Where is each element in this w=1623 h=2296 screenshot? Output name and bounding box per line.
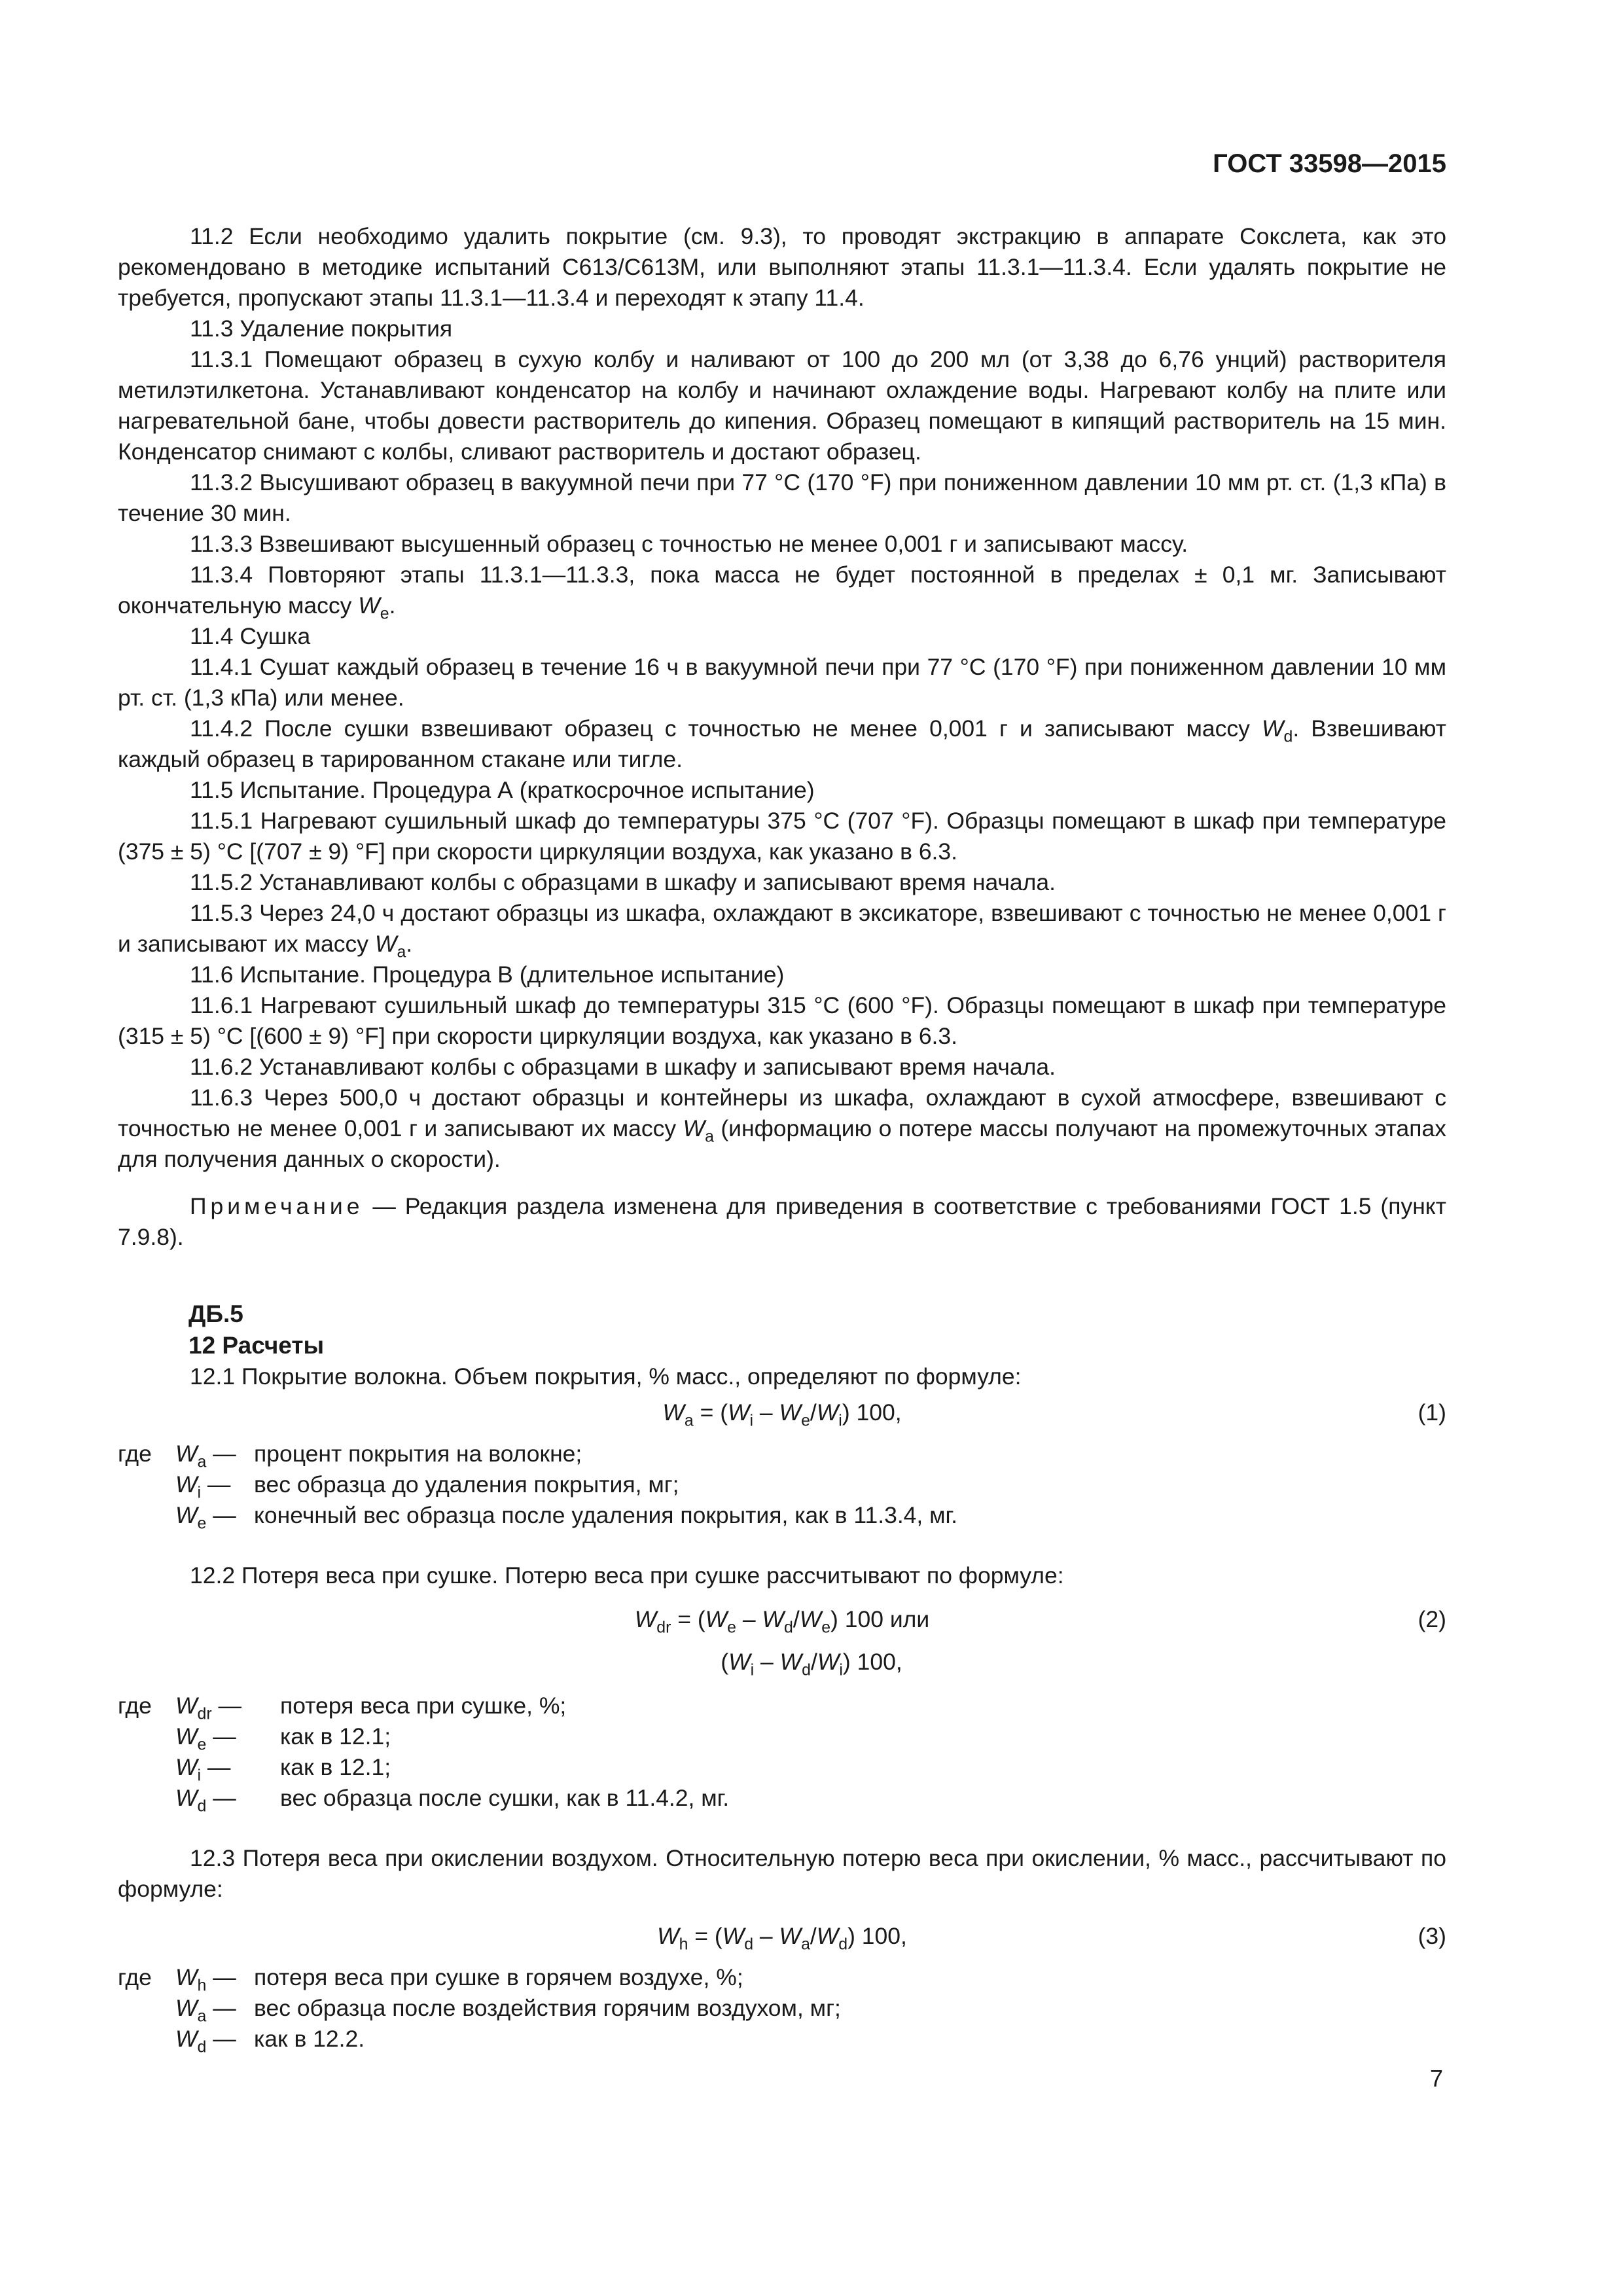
definition-row: где $W_{dr}$ — потеря веса при сушке, %; [118,1693,567,1723]
definitions-1 [118,1439,1446,1531]
paragraph-12-3: 12.3 Потеря веса при окислении воздухом. Относительную потерю веса при окислении, % масс., рассчитывают по формуле: [118,1845,1446,1902]
definition-row: $W_i$ — как в 12.1; [175,1754,391,1785]
formula-3-number: (3) [1418,1923,1446,1949]
section-code: ДБ.5 [188,1300,243,1327]
formula-3 [118,1921,1446,1952]
paragraph-11-3-2: 11.3.2 Высушивают образец в вакуумной печи при 77 °С (170 °F) при пониженном давлении 10 мм рт. ст. (1,3 кПа) в течение 30 мин. [118,469,1446,526]
formula-2-line-2 [118,1647,1446,1677]
formula-3-expression: $W_h = (W_d - W_a/W_d)$ 100, [657,1923,907,1954]
formula-1-number: (1) [1418,1399,1446,1426]
paragraph-11-5-2: 11.5.2 Устанавливают колбы с образцами в шкафу и записывают время начала. [190,869,1056,895]
definition-row: $W_e$ — конечный вес образца после удаления покрытия, как в 11.3.4, мг. [175,1502,958,1533]
paragraph-11-6-1: 11.6.1 Нагревают сушильный шкаф до температуры 315 °С (600 °F). Образцы помещают в шкаф при температуре (315 ± 5) °С [(600 ± 9) °F] при скорости циркуляции воздуха, как указано в 6.3. [118,992,1446,1049]
paragraph-11-6-3: 11.6.3 Через 500,0 ч достают образцы и контейнеры из шкафа, охлаждают в сухой атмосфере, взвешивают с точностью не менее 0,001 г и записывают их массу $W_a$ (информацию о потере массы получают на промежуточных этапах для получения данных о скорости). [118,1085,1446,1172]
section-title: 12 Расчеты [188,1332,325,1359]
formula-2-line-1 [118,1604,1446,1635]
definitions-2 [118,1691,1446,1814]
paragraph-11-4: 11.4 Сушка [190,623,311,649]
paragraph-11-4-2: 11.4.2 После сушки взвешивают образец с точностью не менее 0,001 г и записывают массу $W_d$. Взвешивают каждый образец в тарированном стакане или тигле. [118,715,1446,772]
definition-row: $W_d$ — как в 12.2. [175,2026,365,2056]
paragraph-12-1: 12.1 Покрытие волокна. Объем покрытия, % масс., определяют по формуле: [190,1363,1022,1390]
paragraph-11-3: 11.3 Удаление покрытия [190,315,453,342]
page-number: 7 [1429,2065,1443,2092]
definition-row: $W_i$ — вес образца до удаления покрытия, мг; [175,1471,679,1502]
formula-2-number: (2) [1418,1606,1446,1632]
definitions-3 [118,1962,1446,2054]
paragraph-11-5-1: 11.5.1 Нагревают сушильный шкаф до температуры 375 °С (707 °F). Образцы помещают в шкаф при температуре (375 ± 5) °С [(707 ± 9) °F] при скорости циркуляции воздуха, как указано в 6.3. [118,808,1446,865]
paragraph-11-3-4: 11.3.4 Повторяют этапы 11.3.1—11.3.3, пока масса не будет постоянной в пределах ± 0,1 мг. Записывают окончательную массу $W_e$. [118,562,1446,623]
paragraph-11-3-1: 11.3.1 Помещают образец в сухую колбу и наливают от 100 до 200 мл (от 3,38 до 6,76 унций) растворителя метилэтилкетона. Устанавливают конденсатор на колбу и начинают охлаждение воды. Нагревают колбу на плите или нагревательной бане, чтобы довести растворитель до кипения. Образец помещают в кипящий растворитель на 15 мин. Конденсатор снимают с колбы, сливают растворитель и достают образец. [118,346,1446,465]
formula-2-expression-2: $(W_i - W_d/W_i)$ 100, [721,1649,902,1679]
paragraph-11-5: 11.5 Испытание. Процедура А (краткосрочное испытание) [190,777,815,803]
paragraph-11-6: 11.6 Испытание. Процедура В (длительное испытание) [190,961,785,988]
paragraph-12-2: 12.2 Потеря веса при сушке. Потерю веса при сушке рассчитывают по формуле: [190,1562,1064,1588]
note: Примечание — Редакция раздела изменена для приведения в соответствие с требованиями ГОСТ 1.5 (пункт 7.9.8). [118,1193,1446,1250]
definition-row: $W_a$ — вес образца после воздействия горячим воздухом, мг; [175,1995,841,2026]
paragraph-11-5-3: 11.5.3 Через 24,0 ч достают образцы из шкафа, охлаждают в эксикаторе, взвешивают с точностью не менее 0,001 г и записывают их массу $W_a$. [118,900,1446,961]
definition-row: где $W_h$ — потеря веса при сушке в горячем воздухе, %; [118,1964,743,1995]
definition-row: $W_d$ — вес образца после сушки, как в 11.4.2, мг. [175,1785,730,1816]
paragraph-11-3-3: 11.3.3 Взвешивают высушенный образец с точностью не менее 0,001 г и записывают массу. [190,531,1188,557]
document-header: ГОСТ 33598—2015 [1213,149,1446,178]
document-body [118,221,1446,2054]
formula-2-expression-1: $W_{dr} = (W_e - W_d/W_e)$ 100 или [634,1606,930,1637]
definition-row: $W_e$ — как в 12.1; [175,1723,391,1754]
definition-row: где $W_a$ — процент покрытия на волокне; [118,1441,582,1471]
paragraph-11-6-2: 11.6.2 Устанавливают колбы с образцами в шкафу и записывают время начала. [190,1054,1056,1080]
formula-1 [118,1397,1446,1428]
paragraph-11-2: 11.2 Если необходимо удалить покрытие (см. 9.3), то проводят экстракцию в аппарате Сокслета, как это рекомендовано в методике испытаний С613/С613М, или выполняют этапы 11.3.1—11.3.4. Если удалять покрытие не требуется, пропускают этапы 11.3.1—11.3.4 и переходят к этапу 11.4. [118,223,1446,311]
paragraph-11-4-1: 11.4.1 Сушат каждый образец в течение 16 ч в вакуумной печи при 77 °С (170 °F) при пониженном давлении 10 мм рт. ст. (1,3 кПа) или менее. [118,654,1446,711]
formula-1-expression: $W_a = (W_i - W_e/W_i)$ 100, [662,1399,902,1430]
